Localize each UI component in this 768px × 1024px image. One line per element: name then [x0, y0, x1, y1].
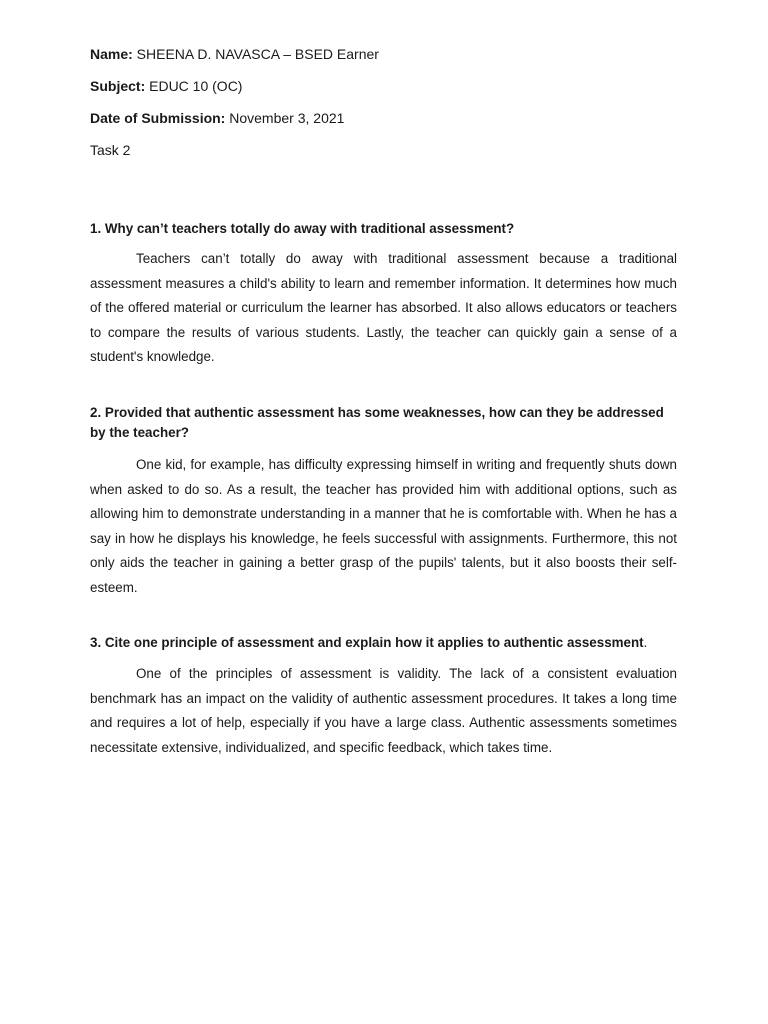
answer-1: Teachers can’t totally do away with traditional assessment because a traditional assessment measures a child's ability to learn and remember information. It determines how much of the offered material or curriculum the learner has absorbed. It also allows educators or teachers to compare the results of various students. Lastly, the teacher can quickly gain a sense of a student's knowledge. [90, 251, 677, 365]
name-label: Name: [90, 46, 133, 62]
question-3-heading [90, 633, 677, 653]
question-1-text: 1. Why can’t teachers totally do away with traditional assessment? [90, 221, 515, 236]
date-label: Date of Submission: [90, 110, 226, 126]
question-3-text: 3. Cite one principle of assessment and explain how it applies to authentic assessment [90, 635, 644, 650]
answer-3: One of the principles of assessment is validity. The lack of a consistent evaluation benchmark has an impact on the validity of authentic assessment procedures. It takes a long time and requires a lot of help, especially if you have a large class. Authentic assessments sometimes necessitate extensive, individualized, and specific feedback, which takes time. [90, 666, 677, 755]
name-line [90, 45, 379, 63]
question-1-heading [90, 219, 677, 239]
answer-2: One kid, for example, has difficulty expressing himself in writing and frequently shuts down when asked to do so. As a result, the teacher has provided him with additional options, such as allowing him to demonstrate understanding in a manner that he is comfortable with. When he has a say in how he displays his knowledge, he feels successful with assignments. Furthermore, this not only aids the teacher in gaining a better grasp of the pupils' talents, but it also boosts their self-esteem. [90, 457, 677, 595]
question-3-tail: . [643, 635, 648, 650]
date-line [90, 109, 344, 127]
subject-line [90, 77, 242, 95]
question-2-heading [90, 403, 677, 443]
date-value: November 3, 2021 [225, 110, 345, 126]
question-2-text: 2. Provided that authentic assessment has some weaknesses, how can they be addressed by the teacher? [90, 405, 664, 440]
task-label: Task 2 [90, 142, 131, 158]
subject-label: Subject: [90, 78, 146, 94]
name-value: SHEENA D. NAVASCA – BSED Earner [132, 46, 379, 62]
subject-value: EDUC 10 (OC) [145, 78, 243, 94]
